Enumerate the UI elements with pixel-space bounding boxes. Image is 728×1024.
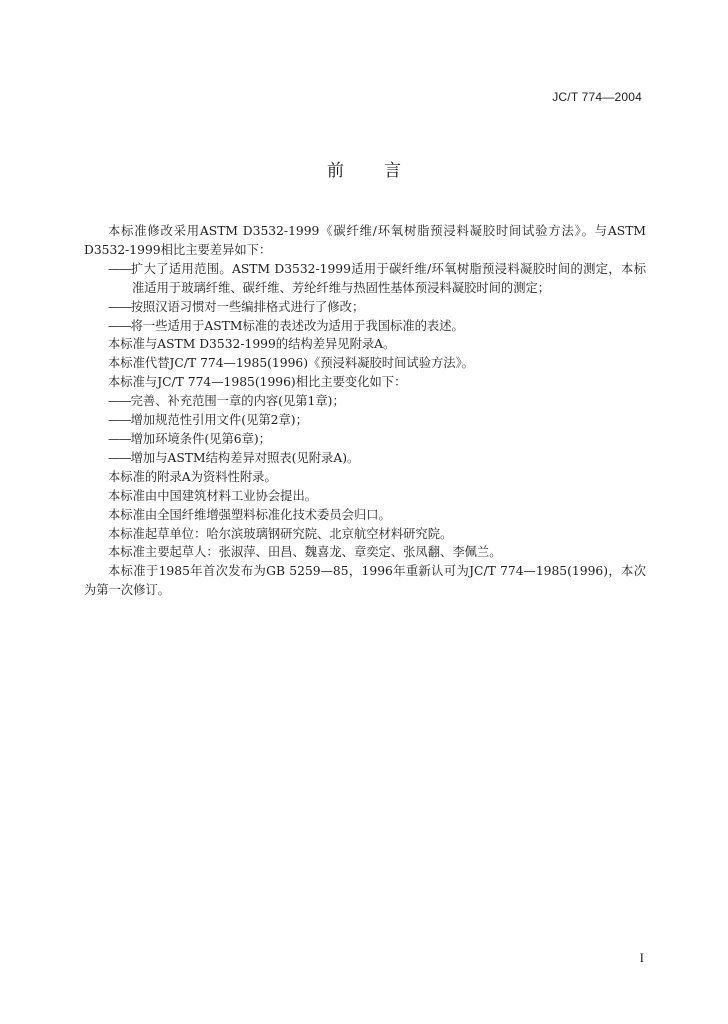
paragraph: 本标准主要起草人：张淑萍、田昌、魏喜龙、章奕定、张凤翻、李佩兰。	[108, 545, 502, 560]
list-item: ——将一些适用于ASTM标准的表述改为适用于我国标准的表述。	[108, 318, 464, 333]
paragraph: 本标准代替JC/T 774—1985(1996)《预浸料凝胶时间试验方法》。	[108, 356, 475, 371]
document-code: JC/T 774—2004	[552, 90, 642, 104]
paragraph: 本标准修改采用ASTM D3532-1999《碳纤维/环氧树脂预浸料凝胶时间试验方法》。与ASTM D3532-1999相比主要差异如下：	[84, 224, 646, 257]
paragraph: 本标准由中国建筑材料工业协会提出。	[108, 488, 318, 503]
list-item: ——按照汉语习惯对一些编排格式进行了修改；	[108, 299, 365, 314]
page-title: 前言	[327, 161, 441, 181]
paragraph: 本标准与ASTM D3532-1999的结构差异见附录A。	[108, 337, 396, 352]
paragraph: 本标准的附录A为资料性附录。	[108, 469, 277, 484]
list-item: ——完善、补充范围一章的内容(见第1章)；	[108, 394, 345, 409]
page-number: I	[639, 950, 644, 965]
list-item: ——增加规范性引用文件(见第2章)；	[108, 413, 308, 428]
document-body	[84, 222, 646, 600]
paragraph: 本标准起草单位：哈尔滨玻璃钢研究院、北京航空材料研究院。	[108, 526, 453, 541]
paragraph: 本标准由全国纤维增强塑料标准化技术委员会归口。	[108, 507, 391, 522]
paragraph: 本标准于1985年首次发布为GB 5259—85，1996年重新认可为JC/T 774—1985(1996)，本次为第一次修订。	[84, 564, 646, 598]
list-item: ——增加与ASTM结构差异对照表(见附录A)。	[108, 450, 360, 465]
paragraph: 本标准与JC/T 774—1985(1996)相比主要变化如下：	[108, 375, 407, 390]
list-item: ——扩大了适用范围。ASTM D3532-1999适用于碳纤维/环氧树脂预浸料凝胶时间的测定，本标准适用于玻璃纤维、碳纤维、芳纶纤维与热固性基体预浸料凝胶时间的测定；	[108, 261, 646, 295]
list-item: ——增加环境条件(见第6章)；	[108, 431, 271, 446]
